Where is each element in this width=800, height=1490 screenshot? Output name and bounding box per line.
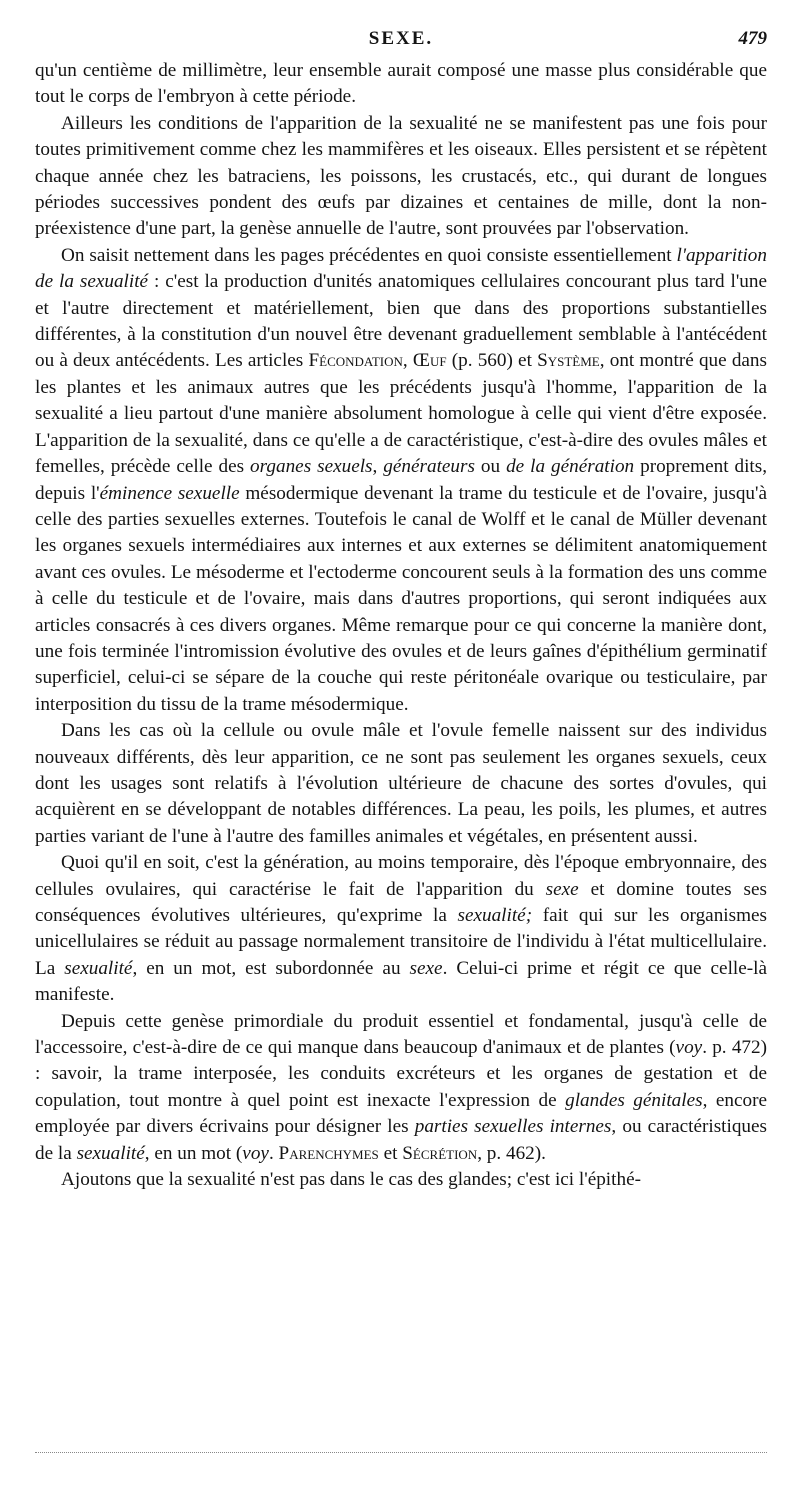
italic-run: glandes génitales [565,1089,703,1111]
text-run: et [378,1142,403,1164]
paragraph [35,243,767,718]
body-text [35,58,767,1193]
italic-run: l'apparition de la sexualité [35,244,767,293]
small-caps-run: Parenchymes [278,1142,379,1164]
paragraph [35,718,767,850]
text-run: Quoi qu'il en soit, c'est la génération, au moins temporaire, dès l'époque embryonnaire, des cellules ovulaires, qui caractérise le fait de l'apparition du [35,852,767,900]
text-run: On saisit nettement dans les pages précédentes en quoi consiste essentiellement [61,244,677,266]
italic-run: sexe [545,878,579,900]
text-run: Depuis cette genèse primordiale du produit essentiel et fondamental, jusqu'à celle de l'accessoire, c'est-à-dire de ce qui manque dans beaucoup d'animaux et de plantes ( [35,1010,767,1059]
italic-run: sexualité; [457,905,533,926]
italic-run: éminence sexuelle [99,482,240,504]
text-run: et domine toutes ses conséquences évolutives ultérieures, qu'exprime la [35,878,767,926]
text-run: fait qui sur les organismes unicellulaires se réduit au passage normalement transitoire de l'individu à l'état multicellulaire. La [35,905,767,979]
text-run: . [268,1142,279,1164]
text-run: (p. 560) et [446,350,538,372]
text-run: ou [474,456,507,478]
text-run: proprement dits, depuis l' [35,456,768,504]
text-run: , ou caractéristiques de la [35,1116,768,1164]
italic-run: voy [242,1142,269,1164]
text-run: , en un mot ( [144,1142,243,1164]
text-run: Dans les cas où la cellule ou ovule mâle et l'ovule femelle naissent sur des individus nouveaux différents, dès leur apparition, ce ne sont pas seulement les organes sexuels, ceux dont les usages sont relatifs à l'évolution ultérieure de chacune des sortes d'ovules, qui acquièrent en se développant de notables différences. La peau, les poils, les plumes, et autres parties variant de l'une à l'autre des familles animales et végétales, en présentent aussi. [35,720,767,847]
paragraph [35,111,767,243]
italic-run: de la génération [506,456,635,478]
text-run: . Celui-ci prime et régit ce que celle-là manifeste. [35,957,767,1006]
paragraph [35,1009,767,1167]
page-number: 479 [738,28,767,49]
italic-run: parties sexuelles internes [414,1116,612,1138]
paragraph [35,1167,767,1193]
text-run: , [402,350,413,372]
text-run: , encore employée par divers écrivains pour désigner les [35,1089,767,1138]
text-run: . p. 472) : savoir, la trame interposée, les conduits excréteurs et les organes de gestation et de copulation, tout montre à quel point est inexacte l'expression de [35,1037,768,1111]
footer-dotted-rule [35,1452,767,1453]
italic-run: sexe [409,957,443,979]
paragraph [35,850,767,1008]
paragraph [35,58,767,111]
text-run: , p. 462). [477,1142,546,1164]
text-run: , en un mot, est subordonnée au [132,957,410,979]
italic-run: sexualité [64,957,133,979]
text-run: , [372,456,384,478]
running-header [35,28,767,58]
text-run: qu'un centième de millimètre, leur ensemble aurait composé une masse plus considérable que tout le corps de l'embryon à cette période. [35,60,767,108]
small-caps-run: Fécondation [308,350,403,372]
text-run: , ont montré que dans les plantes et les animaux autres que les précédents jusqu'à l'homme, l'apparition de la sexualité a lieu partout d'une manière absolument homologue à celle qui vient d'être exposée. L'apparition de la sexualité, dans ce qu'elle a de caractéristique, c'est-à-dire des ovules mâles et femelles, précède celle des [35,350,767,478]
italic-run: voy [675,1037,703,1059]
small-caps-run: Système [537,350,600,372]
italic-run: sexualité [76,1142,145,1164]
page-title: SEXE. [368,28,434,49]
text-run: Ajoutons que la sexualité n'est pas dans le cas des glandes; c'est ici l'épithé- [61,1169,641,1191]
text-run: : c'est la production d'unités anatomiques cellulaires concourant plus tard l'une et l'autre directement et matériellement, bien que dans des proportions substantielles différentes, à la constitution d'un nouvel être devenant graduellement semblable à l'antécédent ou à deux antécédents. Les articles [35,271,768,372]
text-run: mésodermique devenant la trame du testicule et de l'ovaire, jusqu'à celle des parties sexuelles externes. Toutefois le canal de Wolff et le canal de Müller devenant les organes sexuels intermédiaires aux internes et aux externes se délimitent anatomiquement avant ces ovules. Le mésoderme et l'ectoderme concourent seuls à la formation des uns comme à celle du testicule et de l'ovaire, mais dans d'autres proportions, qui seront indiquées aux articles consacrés à ces divers organes. Même remarque pour ce qui concerne la manière dont, une fois terminée l'intromission évolutive des ovules et de leurs gaînes d'épithélium germinatif superficiel, celui-ci se sépare de la couche qui reste péritonéale ovarique ou testiculaire, par interposition du tissu de la trame mésodermique. [35,482,767,715]
italic-run: organes sexuels [250,456,373,478]
text-run: Ailleurs les conditions de l'apparition de la sexualité ne se manifestent pas une fois pour toutes primitivement comme chez les mammifères et les oiseaux. Elles persistent et se répètent chaque année chez les batraciens, les poissons, les crustacés, etc., qui durant de longues périodes successives pondent des œufs par dizaines et centaines de mille, dont la non-préexistence d'une part, la genèse annuelle de l'autre, sont prouvées par l'observation. [35,112,767,240]
small-caps-run: Œuf [412,350,447,372]
small-caps-run: Sécrétion [402,1142,478,1164]
italic-run: générateurs [383,456,475,478]
document-page [35,28,767,1193]
